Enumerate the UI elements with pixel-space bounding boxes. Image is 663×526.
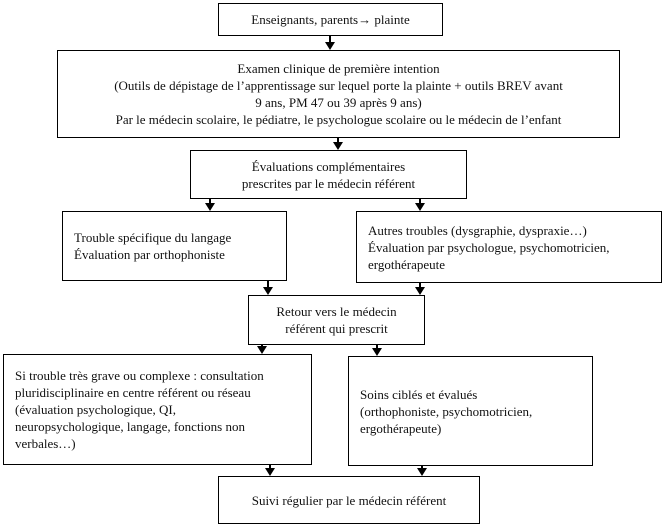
node-autres-troubles-line: ergothérapeute bbox=[368, 256, 445, 272]
arrow-plainte-examen-head bbox=[325, 42, 335, 50]
node-retour-line: Retour vers le médecin bbox=[276, 304, 397, 319]
arrow-autres-retour-head bbox=[415, 287, 425, 295]
arrow-examen-evaluations-head bbox=[333, 142, 343, 150]
node-examen-line: Par le médecin scolaire, le pédiatre, le psychologue scolaire ou le médecin de l’enfant bbox=[115, 112, 562, 127]
node-consultation-line: neuropsychologique, langage, fonctions non bbox=[15, 419, 245, 434]
node-consultation-line: Si trouble très grave ou complexe : consultation bbox=[15, 368, 264, 383]
node-soins-line: Soins ciblés et évalués bbox=[360, 386, 478, 402]
node-examen-line: 9 ans, PM 47 ou 39 après 9 ans) bbox=[255, 95, 422, 110]
node-evaluations-line: prescrites par le médecin référent bbox=[241, 175, 416, 191]
node-autres-troubles bbox=[356, 211, 662, 283]
arrow-evaluations-trouble-head bbox=[205, 203, 215, 211]
node-examen bbox=[57, 50, 620, 138]
node-evaluations bbox=[190, 150, 467, 199]
node-suivi-line: Suivi régulier par le médecin référent bbox=[251, 492, 447, 508]
arrow-retour-consultation-head bbox=[257, 346, 267, 354]
node-consultation bbox=[3, 354, 312, 465]
node-plainte bbox=[218, 3, 443, 36]
node-evaluations-line: Évaluations complémentaires bbox=[251, 158, 406, 174]
node-consultation-line: (évaluation psychologique, QI, bbox=[15, 402, 177, 417]
node-retour-line: référent qui prescrit bbox=[285, 321, 388, 336]
node-examen-line: (Outils de dépistage de l’apprentissage sur lequel porte la plainte + outils BREV avant bbox=[114, 78, 563, 93]
node-trouble-langage-line: Trouble spécifique du langage bbox=[74, 230, 232, 245]
arrow-consultation-suivi-head bbox=[265, 468, 275, 476]
node-autres-troubles-line: Autres troubles (dysgraphie, dyspraxie…) bbox=[368, 222, 587, 238]
arrow-soins-suivi-head bbox=[417, 468, 427, 476]
node-trouble-langage-line: Évaluation par orthophoniste bbox=[74, 247, 225, 262]
node-suivi bbox=[218, 476, 480, 524]
arrow-trouble-retour-head bbox=[263, 287, 273, 295]
node-consultation-line: verbales…) bbox=[15, 436, 76, 451]
node-retour bbox=[248, 295, 425, 345]
node-trouble-langage bbox=[62, 211, 287, 281]
arrow-retour-soins-head bbox=[372, 348, 382, 356]
node-soins-line: ergothérapeute) bbox=[360, 420, 442, 436]
node-autres-troubles-line: Évaluation par psychologue, psychomotricien, bbox=[368, 239, 610, 255]
node-soins bbox=[348, 356, 593, 466]
node-soins-line: (orthophoniste, psychomotricien, bbox=[360, 403, 533, 419]
node-consultation-line: pluridisciplinaire en centre référent ou réseau bbox=[15, 385, 251, 400]
node-plainte-line: Enseignants, parents→ plainte bbox=[251, 12, 410, 27]
arrow-evaluations-autres-head bbox=[415, 203, 425, 211]
node-examen-line: Examen clinique de première intention bbox=[237, 61, 440, 76]
